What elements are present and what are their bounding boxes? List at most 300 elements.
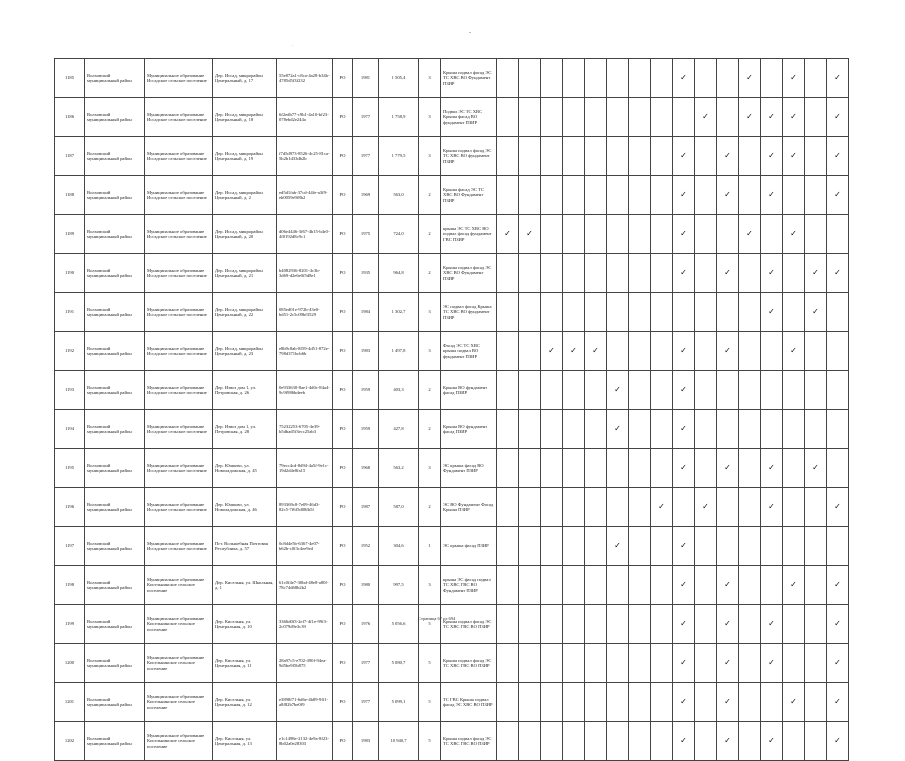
fund-form-cell: РО bbox=[333, 683, 353, 722]
settlement-cell: Муниципальное образование Кисельнинское сельское поселение bbox=[145, 644, 213, 683]
check-mark-icon: ✓ bbox=[607, 527, 629, 566]
check-mark-icon: ✓ bbox=[761, 722, 783, 761]
empty-cell bbox=[739, 527, 761, 566]
check-mark-icon: ✓ bbox=[717, 332, 739, 371]
table-row bbox=[55, 215, 849, 254]
empty-cell bbox=[651, 215, 673, 254]
empty-cell bbox=[519, 176, 541, 215]
row-number-cell: 1198 bbox=[55, 566, 85, 605]
empty-cell bbox=[651, 605, 673, 644]
empty-cell bbox=[497, 137, 519, 176]
empty-cell bbox=[717, 371, 739, 410]
empty-cell bbox=[739, 722, 761, 761]
empty-cell bbox=[607, 449, 629, 488]
empty-cell bbox=[827, 410, 849, 449]
empty-cell bbox=[497, 566, 519, 605]
empty-cell bbox=[761, 215, 783, 254]
check-mark-icon: ✓ bbox=[673, 59, 695, 98]
table-row bbox=[55, 293, 849, 332]
empty-cell bbox=[629, 566, 651, 605]
empty-cell bbox=[739, 293, 761, 332]
works-count-cell: 3 bbox=[419, 59, 441, 98]
district-cell: Волховский муниципальный район bbox=[85, 137, 145, 176]
check-mark-icon: ✓ bbox=[607, 410, 629, 449]
area-cell: 724,0 bbox=[379, 215, 419, 254]
empty-cell bbox=[783, 449, 805, 488]
empty-cell bbox=[717, 215, 739, 254]
empty-cell bbox=[651, 59, 673, 98]
district-cell: Волховский муниципальный район bbox=[85, 371, 145, 410]
house-id-cell: 0e933630-8ae1-4d0c-84a4-9c9f986bdeeb bbox=[277, 371, 333, 410]
year-cell: 1977 bbox=[353, 644, 379, 683]
fund-form-cell: РО bbox=[333, 644, 353, 683]
empty-cell bbox=[541, 410, 563, 449]
empty-cell bbox=[497, 293, 519, 332]
empty-cell bbox=[607, 215, 629, 254]
address-cell: Дер. Иссад, микрорайон Центральный, д. 18 bbox=[213, 98, 277, 137]
empty-cell bbox=[805, 215, 827, 254]
empty-cell bbox=[695, 605, 717, 644]
empty-cell bbox=[497, 254, 519, 293]
check-mark-icon: ✓ bbox=[805, 254, 827, 293]
settlement-cell: Муниципальное образование Иссадское сельское поселение bbox=[145, 254, 213, 293]
empty-cell bbox=[563, 644, 585, 683]
empty-cell bbox=[805, 605, 827, 644]
check-mark-icon: ✓ bbox=[717, 566, 739, 605]
year-cell: 1968 bbox=[353, 449, 379, 488]
address-cell: Дер. Кисельня, ул. Школьная, д. 1 bbox=[213, 566, 277, 605]
empty-cell bbox=[607, 137, 629, 176]
works-count-cell: 3 bbox=[419, 449, 441, 488]
empty-cell bbox=[651, 254, 673, 293]
district-cell: Волховский муниципальный район bbox=[85, 215, 145, 254]
row-number-cell: 1193 bbox=[55, 371, 85, 410]
check-mark-icon: ✓ bbox=[673, 254, 695, 293]
district-cell: Волховский муниципальный район bbox=[85, 410, 145, 449]
empty-cell bbox=[497, 332, 519, 371]
settlement-cell: Муниципальное образование Иссадское сельское поселение bbox=[145, 137, 213, 176]
works-count-cell: 5 bbox=[419, 722, 441, 761]
empty-cell bbox=[805, 332, 827, 371]
empty-cell bbox=[563, 410, 585, 449]
empty-cell bbox=[585, 527, 607, 566]
row-number-cell: 1188 bbox=[55, 176, 85, 215]
check-mark-icon: ✓ bbox=[717, 449, 739, 488]
address-cell: Дер. Кисельня, ул. Центральная, д. 11 bbox=[213, 644, 277, 683]
area-cell: 997,5 bbox=[379, 566, 419, 605]
empty-cell bbox=[541, 254, 563, 293]
year-cell: 1935 bbox=[353, 254, 379, 293]
work-types-cell: ЭС крыша фасад ПЗИР bbox=[441, 527, 497, 566]
address-cell: Дер. Извоз дом 1, ул. Петровская, д. 28 bbox=[213, 410, 277, 449]
check-mark-icon: ✓ bbox=[717, 683, 739, 722]
work-types-cell: Крыша ВО фундамент фасад ПЗИР bbox=[441, 371, 497, 410]
check-mark-icon: ✓ bbox=[673, 176, 695, 215]
empty-cell bbox=[585, 98, 607, 137]
check-mark-icon: ✓ bbox=[717, 644, 739, 683]
empty-cell bbox=[519, 605, 541, 644]
settlement-cell: Муниципальное образование Иссадское сельское поселение bbox=[145, 449, 213, 488]
empty-cell bbox=[739, 410, 761, 449]
empty-cell bbox=[519, 527, 541, 566]
empty-cell bbox=[695, 722, 717, 761]
row-number-cell: 1194 bbox=[55, 410, 85, 449]
table-row bbox=[55, 605, 849, 644]
empty-cell bbox=[651, 371, 673, 410]
empty-cell bbox=[607, 605, 629, 644]
row-number-cell: 1195 bbox=[55, 449, 85, 488]
check-mark-icon: ✓ bbox=[673, 605, 695, 644]
empty-cell bbox=[563, 449, 585, 488]
empty-cell bbox=[519, 566, 541, 605]
area-cell: 964,8 bbox=[379, 254, 419, 293]
works-count-cell: 5 bbox=[419, 644, 441, 683]
works-count-cell: 3 bbox=[419, 566, 441, 605]
fund-form-cell: РО bbox=[333, 254, 353, 293]
empty-cell bbox=[739, 449, 761, 488]
empty-cell bbox=[629, 215, 651, 254]
district-cell: Волховский муниципальный район bbox=[85, 59, 145, 98]
district-cell: Волховский муниципальный район bbox=[85, 605, 145, 644]
check-mark-icon: ✓ bbox=[717, 722, 739, 761]
fund-form-cell: РО bbox=[333, 605, 353, 644]
address-cell: Дер. Иссад, микрорайон Центральный, д. 19 bbox=[213, 137, 277, 176]
empty-cell bbox=[563, 137, 585, 176]
settlement-cell: Муниципальное образование Иссадское сельское поселение bbox=[145, 527, 213, 566]
area-cell: 563,0 bbox=[379, 176, 419, 215]
empty-cell bbox=[541, 59, 563, 98]
empty-cell bbox=[717, 293, 739, 332]
empty-cell bbox=[497, 722, 519, 761]
fund-form-cell: РО bbox=[333, 98, 353, 137]
check-mark-icon: ✓ bbox=[673, 449, 695, 488]
empty-cell bbox=[761, 371, 783, 410]
check-mark-icon: ✓ bbox=[827, 176, 849, 215]
work-types-cell: ЭС крыша фасад ВО Фундамент ПЗИР bbox=[441, 449, 497, 488]
works-count-cell: 2 bbox=[419, 488, 441, 527]
empty-cell bbox=[607, 488, 629, 527]
empty-cell bbox=[585, 137, 607, 176]
check-mark-icon: ✓ bbox=[783, 332, 805, 371]
check-mark-icon: ✓ bbox=[761, 488, 783, 527]
fund-form-cell: РО bbox=[333, 371, 353, 410]
house-id-cell: b4082936-8201-4c3b-3d69-d2e6e0f5d8e1 bbox=[277, 254, 333, 293]
empty-cell bbox=[739, 488, 761, 527]
empty-cell bbox=[783, 488, 805, 527]
empty-cell bbox=[519, 488, 541, 527]
empty-cell bbox=[497, 527, 519, 566]
row-number-cell: 1199 bbox=[55, 605, 85, 644]
empty-cell bbox=[805, 683, 827, 722]
year-cell: 1983 bbox=[353, 722, 379, 761]
work-types-cell: Крыша подвал фасад ЭС ХВС ВО Фундамент ПЗИР bbox=[441, 254, 497, 293]
work-types-cell: ЭС подвал фасад Крыша ТС ХВС ВО фундамент ПЗИР bbox=[441, 293, 497, 332]
check-mark-icon: ✓ bbox=[783, 59, 805, 98]
empty-cell bbox=[497, 449, 519, 488]
empty-cell bbox=[585, 254, 607, 293]
empty-cell bbox=[629, 137, 651, 176]
table-row bbox=[55, 254, 849, 293]
check-mark-icon: ✓ bbox=[761, 605, 783, 644]
empty-cell bbox=[607, 254, 629, 293]
district-cell: Волховский муниципальный район bbox=[85, 488, 145, 527]
empty-cell bbox=[783, 293, 805, 332]
works-count-cell: 2 bbox=[419, 176, 441, 215]
check-mark-icon: ✓ bbox=[827, 254, 849, 293]
table-row bbox=[55, 176, 849, 215]
house-id-cell: d06e4446-3f67-4b15-b4e5-4f0192d8c9c1 bbox=[277, 215, 333, 254]
empty-cell bbox=[651, 683, 673, 722]
address-cell: Дер. Иссад, микрорайон Центральный, д. 20 bbox=[213, 215, 277, 254]
empty-cell bbox=[739, 644, 761, 683]
empty-cell bbox=[805, 566, 827, 605]
check-mark-icon: ✓ bbox=[761, 293, 783, 332]
house-id-cell: 085ed01e-972b-43e0-bd51-2c5c09bf3529 bbox=[277, 293, 333, 332]
row-number-cell: 1186 bbox=[55, 98, 85, 137]
fund-form-cell: РО bbox=[333, 332, 353, 371]
empty-cell bbox=[717, 410, 739, 449]
year-cell: 1976 bbox=[353, 605, 379, 644]
settlement-cell: Муниципальное образование Иссадское сельское поселение bbox=[145, 59, 213, 98]
empty-cell bbox=[497, 683, 519, 722]
address-cell: Дер. Извоз дом 1, ул. Петровская, д. 26 bbox=[213, 371, 277, 410]
works-count-cell: 2 bbox=[419, 410, 441, 449]
check-mark-icon: ✓ bbox=[673, 215, 695, 254]
house-id-cell: 6f2edb77-c9b1-4a10-bf23-078ebd2e244a bbox=[277, 98, 333, 137]
empty-cell bbox=[761, 683, 783, 722]
house-id-cell: e3898f71-6d6e-4b89-9ff1-a8f82b7be0f9 bbox=[277, 683, 333, 722]
empty-cell bbox=[497, 605, 519, 644]
house-id-cell: 75232253-6705-4e39-b5dbad5f3ecc25ab3 bbox=[277, 410, 333, 449]
empty-cell bbox=[827, 332, 849, 371]
address-cell: Пгт. Вольшебная Почтовая Республика, д. 57 bbox=[213, 527, 277, 566]
empty-cell bbox=[585, 566, 607, 605]
empty-cell bbox=[629, 254, 651, 293]
empty-cell bbox=[717, 527, 739, 566]
address-cell: Дер. Иссад, микрорайон Центральный, д. 23 bbox=[213, 332, 277, 371]
year-cell: 1952 bbox=[353, 527, 379, 566]
area-cell: 5 080,7 bbox=[379, 644, 419, 683]
empty-cell bbox=[695, 137, 717, 176]
empty-cell bbox=[651, 176, 673, 215]
address-cell: Дер. Иссад, микрорайон Центральный, д. 21 bbox=[213, 254, 277, 293]
table-row bbox=[55, 488, 849, 527]
row-number-cell: 1185 bbox=[55, 59, 85, 98]
empty-cell bbox=[585, 722, 607, 761]
table-row bbox=[55, 527, 849, 566]
district-cell: Волховский муниципальный район bbox=[85, 449, 145, 488]
empty-cell bbox=[541, 605, 563, 644]
check-mark-icon: ✓ bbox=[783, 566, 805, 605]
empty-cell bbox=[717, 488, 739, 527]
settlement-cell: Муниципальное образование Кисельнинское сельское поселение bbox=[145, 605, 213, 644]
scan-mark bbox=[469, 32, 471, 33]
empty-cell bbox=[541, 722, 563, 761]
empty-cell bbox=[519, 332, 541, 371]
empty-cell bbox=[651, 410, 673, 449]
year-cell: 1980 bbox=[353, 566, 379, 605]
settlement-cell: Муниципальное образование Иссадское сельское поселение bbox=[145, 488, 213, 527]
empty-cell bbox=[651, 566, 673, 605]
fund-form-cell: РО bbox=[333, 59, 353, 98]
empty-cell bbox=[519, 137, 541, 176]
works-count-cell: 2 bbox=[419, 371, 441, 410]
empty-cell bbox=[783, 410, 805, 449]
empty-cell bbox=[497, 410, 519, 449]
empty-cell bbox=[783, 254, 805, 293]
empty-cell bbox=[629, 605, 651, 644]
district-cell: Волховский муниципальный район bbox=[85, 254, 145, 293]
empty-cell bbox=[761, 59, 783, 98]
work-types-cell: Фасад ЭС ТС ХВС крыша подвал ВО фундамент ПЗИР bbox=[441, 332, 497, 371]
check-mark-icon: ✓ bbox=[761, 254, 783, 293]
empty-cell bbox=[761, 332, 783, 371]
works-count-cell: 2 bbox=[419, 254, 441, 293]
area-cell: 563,2 bbox=[379, 449, 419, 488]
works-count-cell: 5 bbox=[419, 605, 441, 644]
area-cell: 403,3 bbox=[379, 371, 419, 410]
check-mark-icon: ✓ bbox=[761, 98, 783, 137]
work-types-cell: крыша ЭС фасад подвал ТС ХВС ГВС ВО Фундамент ПЗИР bbox=[441, 566, 497, 605]
empty-cell bbox=[629, 176, 651, 215]
empty-cell bbox=[695, 527, 717, 566]
empty-cell bbox=[739, 371, 761, 410]
empty-cell bbox=[805, 410, 827, 449]
check-mark-icon: ✓ bbox=[827, 722, 849, 761]
works-count-cell: 5 bbox=[419, 683, 441, 722]
empty-cell bbox=[607, 332, 629, 371]
empty-cell bbox=[717, 59, 739, 98]
check-mark-icon: ✓ bbox=[607, 371, 629, 410]
empty-cell bbox=[739, 254, 761, 293]
empty-cell bbox=[541, 137, 563, 176]
empty-cell bbox=[519, 59, 541, 98]
address-cell: Дер. Юшково, ул. Новоладожская, д. 45 bbox=[213, 449, 277, 488]
check-mark-icon: ✓ bbox=[827, 683, 849, 722]
empty-cell bbox=[739, 137, 761, 176]
empty-cell bbox=[805, 488, 827, 527]
empty-cell bbox=[629, 683, 651, 722]
check-mark-icon: ✓ bbox=[761, 176, 783, 215]
empty-cell bbox=[651, 137, 673, 176]
check-mark-icon: ✓ bbox=[519, 215, 541, 254]
check-mark-icon: ✓ bbox=[585, 332, 607, 371]
house-id-cell: 28a97c5-e702-490f-94ea-9d5be9f5b875 bbox=[277, 644, 333, 683]
table-row bbox=[55, 644, 849, 683]
check-mark-icon: ✓ bbox=[717, 254, 739, 293]
house-id-cell: 3366d0f3-2ef7-4f1e-99f3-2c079d9e3c39 bbox=[277, 605, 333, 644]
check-mark-icon: ✓ bbox=[827, 98, 849, 137]
empty-cell bbox=[629, 722, 651, 761]
check-mark-icon: ✓ bbox=[673, 644, 695, 683]
empty-cell bbox=[805, 98, 827, 137]
empty-cell bbox=[519, 254, 541, 293]
fund-form-cell: РО bbox=[333, 527, 353, 566]
empty-cell bbox=[541, 215, 563, 254]
empty-cell bbox=[497, 176, 519, 215]
empty-cell bbox=[761, 410, 783, 449]
empty-cell bbox=[651, 527, 673, 566]
settlement-cell: Муниципальное образование Иссадское сельское поселение bbox=[145, 98, 213, 137]
empty-cell bbox=[783, 605, 805, 644]
check-mark-icon: ✓ bbox=[739, 98, 761, 137]
check-mark-icon: ✓ bbox=[673, 566, 695, 605]
empty-cell bbox=[695, 683, 717, 722]
empty-cell bbox=[629, 332, 651, 371]
house-id-cell: e1c1498e-2132-4e9a-8f23-8b02a0e28303 bbox=[277, 722, 333, 761]
empty-cell bbox=[827, 449, 849, 488]
empty-cell bbox=[585, 410, 607, 449]
empty-cell bbox=[651, 644, 673, 683]
settlement-cell: Муниципальное образование Иссадское сельское поселение bbox=[145, 410, 213, 449]
empty-cell bbox=[519, 722, 541, 761]
empty-cell bbox=[563, 176, 585, 215]
fund-form-cell: РО bbox=[333, 722, 353, 761]
empty-cell bbox=[563, 215, 585, 254]
empty-cell bbox=[827, 215, 849, 254]
empty-cell bbox=[805, 644, 827, 683]
empty-cell bbox=[519, 683, 541, 722]
check-mark-icon: ✓ bbox=[783, 98, 805, 137]
year-cell: 1983 bbox=[353, 332, 379, 371]
empty-cell bbox=[563, 98, 585, 137]
empty-cell bbox=[739, 176, 761, 215]
house-id-cell: ed5d1fab-37cd-44fe-a3f9-eb0059e9f8b2 bbox=[277, 176, 333, 215]
empty-cell bbox=[629, 449, 651, 488]
row-number-cell: 1187 bbox=[55, 137, 85, 176]
area-cell: 427,8 bbox=[379, 410, 419, 449]
empty-cell bbox=[607, 59, 629, 98]
empty-cell bbox=[805, 176, 827, 215]
empty-cell bbox=[607, 98, 629, 137]
address-cell: Дер. Кисельня, ул. Центральная, д. 13 bbox=[213, 722, 277, 761]
empty-cell bbox=[629, 371, 651, 410]
empty-cell bbox=[563, 605, 585, 644]
district-cell: Волховский муниципальный район bbox=[85, 293, 145, 332]
check-mark-icon: ✓ bbox=[717, 605, 739, 644]
settlement-cell: Муниципальное образование Кисельнинское сельское поселение bbox=[145, 566, 213, 605]
year-cell: 1959 bbox=[353, 371, 379, 410]
empty-cell bbox=[695, 176, 717, 215]
area-cell: 1 302,7 bbox=[379, 293, 419, 332]
work-types-cell: крыша ЭС ТС ХВС ВО подвал фасад фундамент ГВС ПЗИР bbox=[441, 215, 497, 254]
check-mark-icon: ✓ bbox=[805, 449, 827, 488]
empty-cell bbox=[519, 644, 541, 683]
empty-cell bbox=[783, 176, 805, 215]
work-types-cell: Крыша ВО фундамент фасад ПЗИР bbox=[441, 410, 497, 449]
check-mark-icon: ✓ bbox=[695, 488, 717, 527]
empty-cell bbox=[629, 488, 651, 527]
empty-cell bbox=[585, 215, 607, 254]
house-id-cell: 0c8d4e5b-6367-4e07-b62b-c0f3c4ee9ed bbox=[277, 527, 333, 566]
empty-cell bbox=[827, 527, 849, 566]
check-mark-icon: ✓ bbox=[761, 137, 783, 176]
table-row bbox=[55, 722, 849, 761]
empty-cell bbox=[519, 410, 541, 449]
work-types-cell: Крыша подвал фасад ЭС ТС ХВС ГВС ВО ПЗИР bbox=[441, 722, 497, 761]
empty-cell bbox=[519, 98, 541, 137]
empty-cell bbox=[585, 371, 607, 410]
house-id-cell: 55e872a1-c8ca-4a28-b34b-4785d5f3f232 bbox=[277, 59, 333, 98]
works-count-cell: 3 bbox=[419, 293, 441, 332]
empty-cell bbox=[607, 722, 629, 761]
empty-cell bbox=[717, 98, 739, 137]
empty-cell bbox=[805, 527, 827, 566]
settlement-cell: Муниципальное образование Кисельнинское сельское поселение bbox=[145, 722, 213, 761]
empty-cell bbox=[497, 644, 519, 683]
empty-cell bbox=[695, 59, 717, 98]
fund-form-cell: РО bbox=[333, 449, 353, 488]
